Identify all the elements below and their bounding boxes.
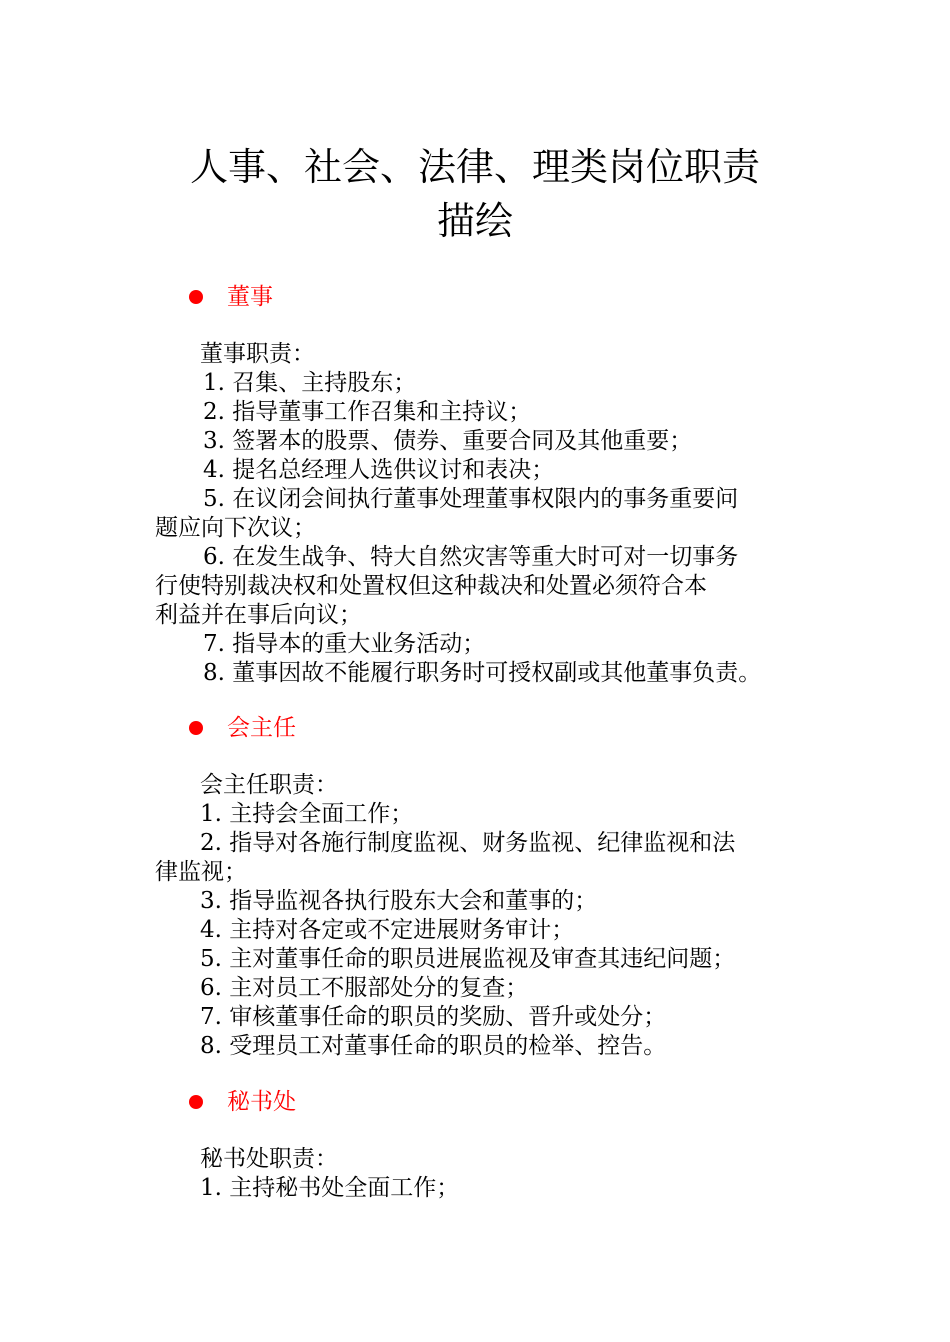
section-body-secretariat bbox=[155, 1145, 835, 1203]
list-item: 7. 审核董事任命的职员的奖励、晋升或处分； bbox=[200, 1004, 667, 1030]
section-intro: 董事职责： bbox=[200, 341, 315, 367]
list-item-continuation: 题应向下次议； bbox=[155, 515, 316, 541]
document-title bbox=[0, 140, 950, 248]
bullet-icon bbox=[189, 1095, 203, 1109]
list-item: 5. 主对董事任命的职员进展监视及审查其违纪问题； bbox=[200, 946, 736, 972]
section-heading-text: 秘书处 bbox=[227, 1089, 296, 1115]
section-body-supervisory-chair bbox=[155, 771, 835, 1061]
section-intro: 会主任职责： bbox=[200, 772, 338, 798]
bullet-icon bbox=[189, 290, 203, 304]
list-item: 8. 受理员工对董事任命的职员的检举、控告。 bbox=[200, 1033, 667, 1059]
list-item-continuation: 行使特别裁决权和处置权但这种裁决和处置必须符合本 bbox=[155, 573, 707, 599]
list-item: 4. 提名总经理人选供议讨和表决； bbox=[203, 457, 555, 483]
list-item: 6. 主对员工不服部处分的复查； bbox=[200, 975, 529, 1001]
list-item: 4. 主持对各定或不定进展财务审计； bbox=[200, 917, 575, 943]
list-item: 3. 指导监视各执行股东大会和董事的； bbox=[200, 888, 598, 914]
title-line-2: 描绘 bbox=[436, 199, 513, 243]
bullet-icon bbox=[189, 721, 203, 735]
list-item: 8. 董事因故不能履行职务时可授权副或其他董事负责。 bbox=[203, 660, 762, 686]
list-item: 6. 在发生战争、特大自然灾害等重大时可对一切事务 bbox=[203, 544, 739, 570]
list-item: 1. 主持会全面工作； bbox=[200, 801, 414, 827]
section-heading-secretariat bbox=[189, 1087, 296, 1117]
list-item: 2. 指导对各施行制度监视、财务监视、纪律监视和法 bbox=[200, 830, 736, 856]
section-heading-supervisory-chair bbox=[189, 713, 296, 743]
list-item-continuation: 利益并在事后向议； bbox=[155, 602, 362, 628]
section-body-directors bbox=[155, 340, 835, 688]
list-item: 7. 指导本的重大业务活动； bbox=[203, 631, 486, 657]
list-item: 1. 召集、主持股东； bbox=[203, 370, 417, 396]
list-item: 2. 指导董事工作召集和主持议； bbox=[203, 399, 532, 425]
section-intro: 秘书处职责： bbox=[200, 1146, 338, 1172]
list-item: 1. 主持秘书处全面工作； bbox=[200, 1175, 460, 1201]
title-line-1: 人事、社会、法律、理类岗位职责 bbox=[189, 145, 760, 189]
section-heading-text: 董事 bbox=[227, 284, 273, 310]
section-heading-directors bbox=[189, 282, 273, 312]
list-item: 5. 在议闭会间执行董事处理董事权限内的事务重要问 bbox=[203, 486, 739, 512]
list-item: 3. 签署本的股票、债券、重要合同及其他重要； bbox=[203, 428, 693, 454]
list-item-continuation: 律监视； bbox=[155, 859, 247, 885]
section-heading-text: 会主任 bbox=[227, 715, 296, 741]
